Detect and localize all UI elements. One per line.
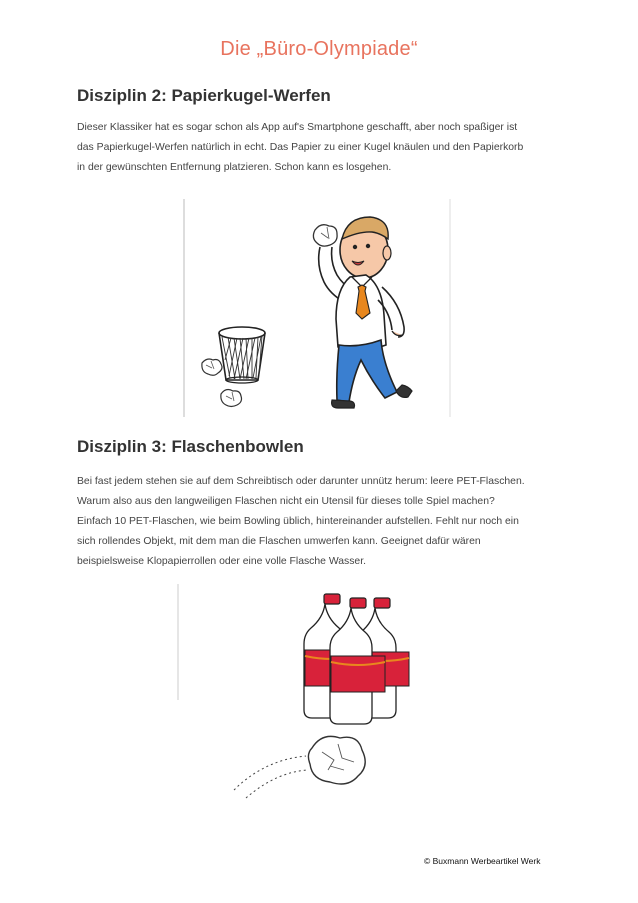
section-heading-flaschenbowlen: Disziplin 3: Flaschenbowlen: [77, 437, 304, 456]
paper-ball-floor-2: [221, 390, 242, 407]
text-line: Einfach 10 PET-Flaschen, wie beim Bowling üblich, hintereinander aufstellen. Fehlt nur noch ein: [77, 516, 519, 527]
section-text-papierkugel: [77, 118, 567, 178]
section-heading-papierkugel: Disziplin 2: Papierkugel-Werfen: [77, 86, 331, 105]
text-line: Warum also aus den langweiligen Flaschen nicht ein Utensil für dieses tolle Spiel machen?: [77, 496, 495, 507]
paper-ball-throwing-illustration: [182, 195, 452, 420]
office-worker-drawing: [319, 217, 412, 408]
section-text-flaschenbowlen: [77, 472, 567, 572]
paper-ball-hand: [313, 225, 337, 246]
page-title: Die „Büro-Olympiade“: [220, 38, 418, 60]
text-line: Dieser Klassiker hat es sogar schon als App auf's Smartphone geschafft, aber noch spaßiger ist: [77, 122, 518, 133]
bottles-drawing: [304, 594, 409, 724]
bottle-bowling-illustration: [170, 580, 440, 820]
motion-line: [246, 770, 308, 798]
paper-ball-floor-1: [202, 359, 222, 375]
text-line: sich rollendes Objekt, mit dem man die Flaschen umwerfen kann. Geeignet dafür wären: [77, 536, 481, 547]
motion-line: [234, 756, 306, 790]
text-line: in der gewünschten Entfernung platzieren. Schon kann es losgehen.: [77, 162, 392, 173]
wastebasket-drawing: [219, 327, 265, 383]
text-line: das Papierkugel-Werfen natürlich in echt. Das Papier zu einer Kugel knäulen und den Papierkorb: [77, 142, 524, 153]
text-line: Bei fast jedem stehen sie auf dem Schreibtisch oder darunter unnütz herum: leere PET-Flaschen.: [77, 476, 525, 487]
paper-ball-rolling: [308, 736, 365, 784]
copyright-footer: © Buxmann Werbeartikel Werk: [424, 856, 541, 866]
text-line: beispielsweise Klopapierrollen oder eine volle Flasche Wasser.: [77, 556, 366, 567]
